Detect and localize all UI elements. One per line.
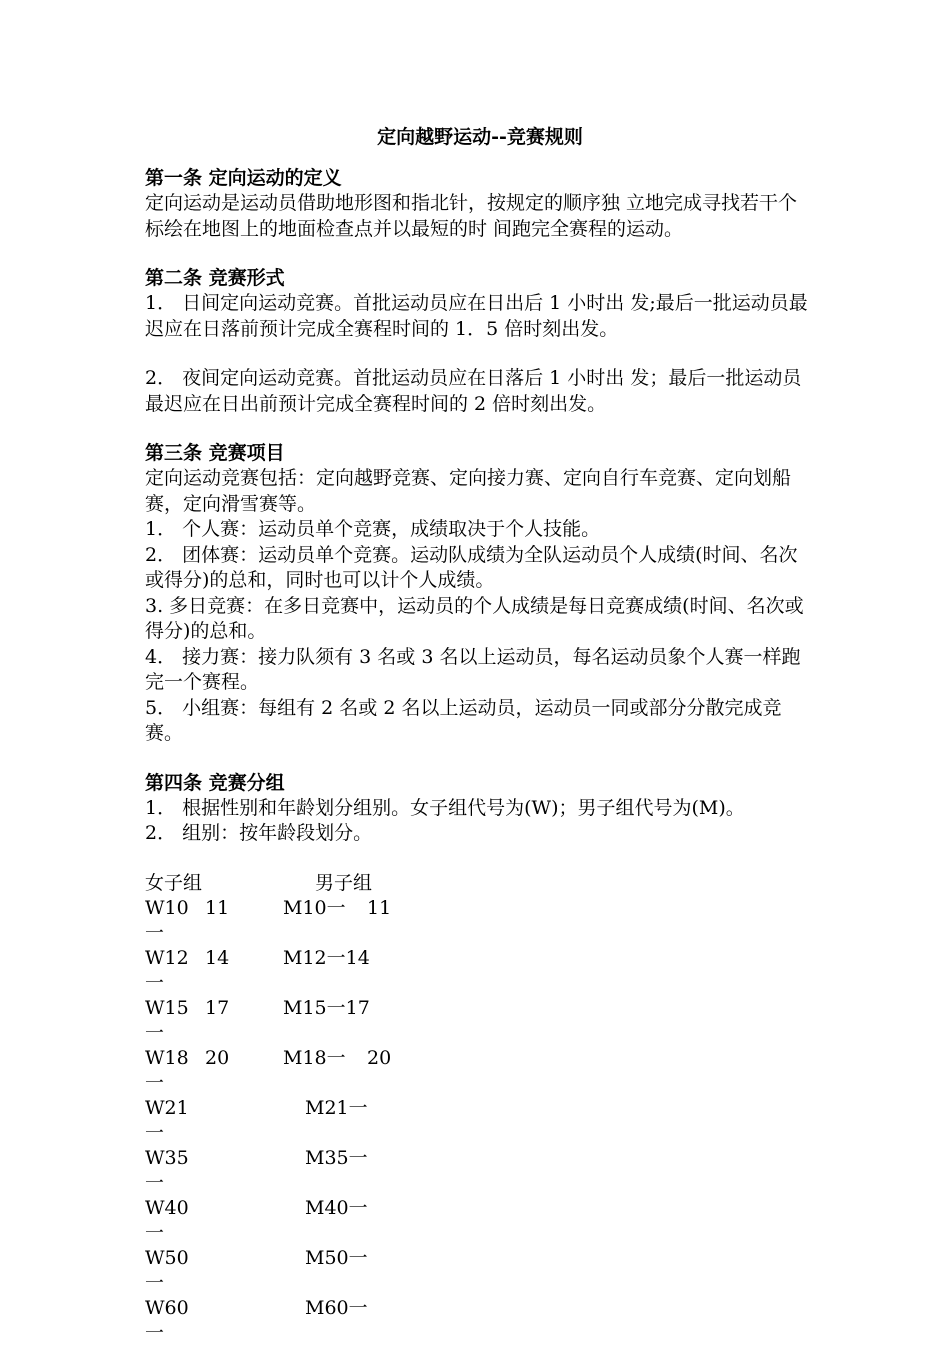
women-age-end: 14 <box>205 946 230 969</box>
men-age-end <box>465 1146 525 1196</box>
women-age-end: 11 <box>205 896 230 919</box>
document-page <box>145 122 815 1346</box>
men-group: M12一14 <box>283 946 370 969</box>
women-group: W40一 <box>145 1196 189 1244</box>
men-age-end <box>443 996 503 1046</box>
men-group: M60一 <box>305 1296 368 1319</box>
page-title: 定向越野运动--竞赛规则 <box>377 126 583 148</box>
paragraph: 1． 根据性别和年龄划分组别。女子组代号为(W)；男子组代号为(M)。 <box>145 796 745 819</box>
paragraph: 1． 个人赛：运动员单个竞赛，成绩取决于个人技能。 <box>145 518 601 540</box>
women-group: W21一 <box>145 1096 189 1144</box>
women-age-end <box>205 1196 283 1246</box>
women-group: W50一 <box>145 1246 189 1294</box>
section-1 <box>145 166 815 242</box>
women-group: W60一 <box>145 1296 189 1344</box>
men-group: M35一 <box>305 1146 368 1169</box>
table-row <box>145 996 815 1046</box>
table-row <box>145 1046 815 1096</box>
women-header: 女子组 <box>145 871 203 894</box>
table-row <box>145 1246 815 1296</box>
men-group: M15一17 <box>283 996 370 1019</box>
age-group-table <box>145 871 815 1346</box>
table-header <box>145 871 815 896</box>
men-age-end <box>465 1196 525 1246</box>
section-heading: 第三条 竞赛项目 <box>145 442 285 464</box>
men-group: M50一 <box>305 1246 368 1269</box>
men-group: M40一 <box>305 1196 368 1219</box>
men-group: M18一 <box>283 1046 346 1069</box>
paragraph: 4． 接力赛：接力队须有 3 名或 3 名以上运动员，每名运动员象个人赛一样跑完一个赛程。 <box>145 645 801 693</box>
women-age-end <box>205 1246 283 1296</box>
women-age-end <box>205 1146 283 1196</box>
men-age-end <box>465 1296 525 1346</box>
men-age-end: 11 <box>367 896 392 919</box>
section-heading: 第四条 竞赛分组 <box>145 771 285 794</box>
women-age-end <box>205 1296 283 1346</box>
men-age-end <box>465 1096 525 1146</box>
men-age-end <box>443 946 503 996</box>
paragraph: 2． 团体赛：运动员单个竞赛。运动队成绩为全队运动员个人成绩(时间、名次或得分)的总和，同时也可以计个人成绩。 <box>145 543 798 591</box>
paragraph: 2． 组别：按年龄段划分。 <box>145 822 373 844</box>
table-row <box>145 1146 815 1196</box>
women-group: W12一 <box>145 946 189 994</box>
paragraph: 1． 日间定向运动竞赛。首批运动员应在日出后 1 小时出 发;最后一批运动员最迟应在日落前预计完成全赛程时间的 1．5 倍时刻出发。 <box>145 292 808 340</box>
men-header: 男子组 <box>315 871 373 894</box>
paragraph: 5． 小组赛：每组有 2 名或 2 名以上运动员，运动员一同或部分分散完成竞赛。 <box>145 696 782 744</box>
paragraph: 定向运动是运动员借助地形图和指北针，按规定的顺序独 立地完成寻找若干个标绘在地图上的地面检查点并以最短的时 间跑完全赛程的运动。 <box>145 192 798 240</box>
table-row <box>145 1296 815 1346</box>
women-age-end <box>205 1096 283 1146</box>
women-group: W18一 <box>145 1046 189 1094</box>
paragraph: 3. 多日竞赛：在多日竞赛中，运动员的个人成绩是每日竞赛成绩(时间、名次或得分)的总和。 <box>145 594 804 642</box>
table-row <box>145 896 815 946</box>
table-row <box>145 1096 815 1146</box>
section-4 <box>145 771 815 847</box>
men-group: M10一 <box>283 896 346 919</box>
men-age-end: 20 <box>367 1046 392 1069</box>
men-group: M21一 <box>305 1096 368 1119</box>
section-heading: 第一条 定向运动的定义 <box>145 167 342 189</box>
women-group: W10一 <box>145 896 189 944</box>
section-heading: 第二条 竞赛形式 <box>145 267 285 289</box>
women-group: W35一 <box>145 1146 189 1194</box>
paragraph: 定向运动竞赛包括：定向越野竞赛、定向接力赛、定向自行车竞赛、定向划船赛，定向滑雪赛等。 <box>145 467 792 515</box>
paragraph: 2． 夜间定向运动竞赛。首批运动员应在日落后 1 小时出 发；最后一批运动员最迟应在日出前预计完成全赛程时间的 2 倍时刻出发。 <box>145 367 802 415</box>
table-row <box>145 946 815 996</box>
section-2 <box>145 266 815 417</box>
table-row <box>145 1196 815 1246</box>
men-age-end <box>465 1246 525 1296</box>
women-group: W15一 <box>145 996 189 1044</box>
section-3 <box>145 441 815 747</box>
women-age-end: 17 <box>205 996 230 1019</box>
women-age-end: 20 <box>205 1046 230 1069</box>
